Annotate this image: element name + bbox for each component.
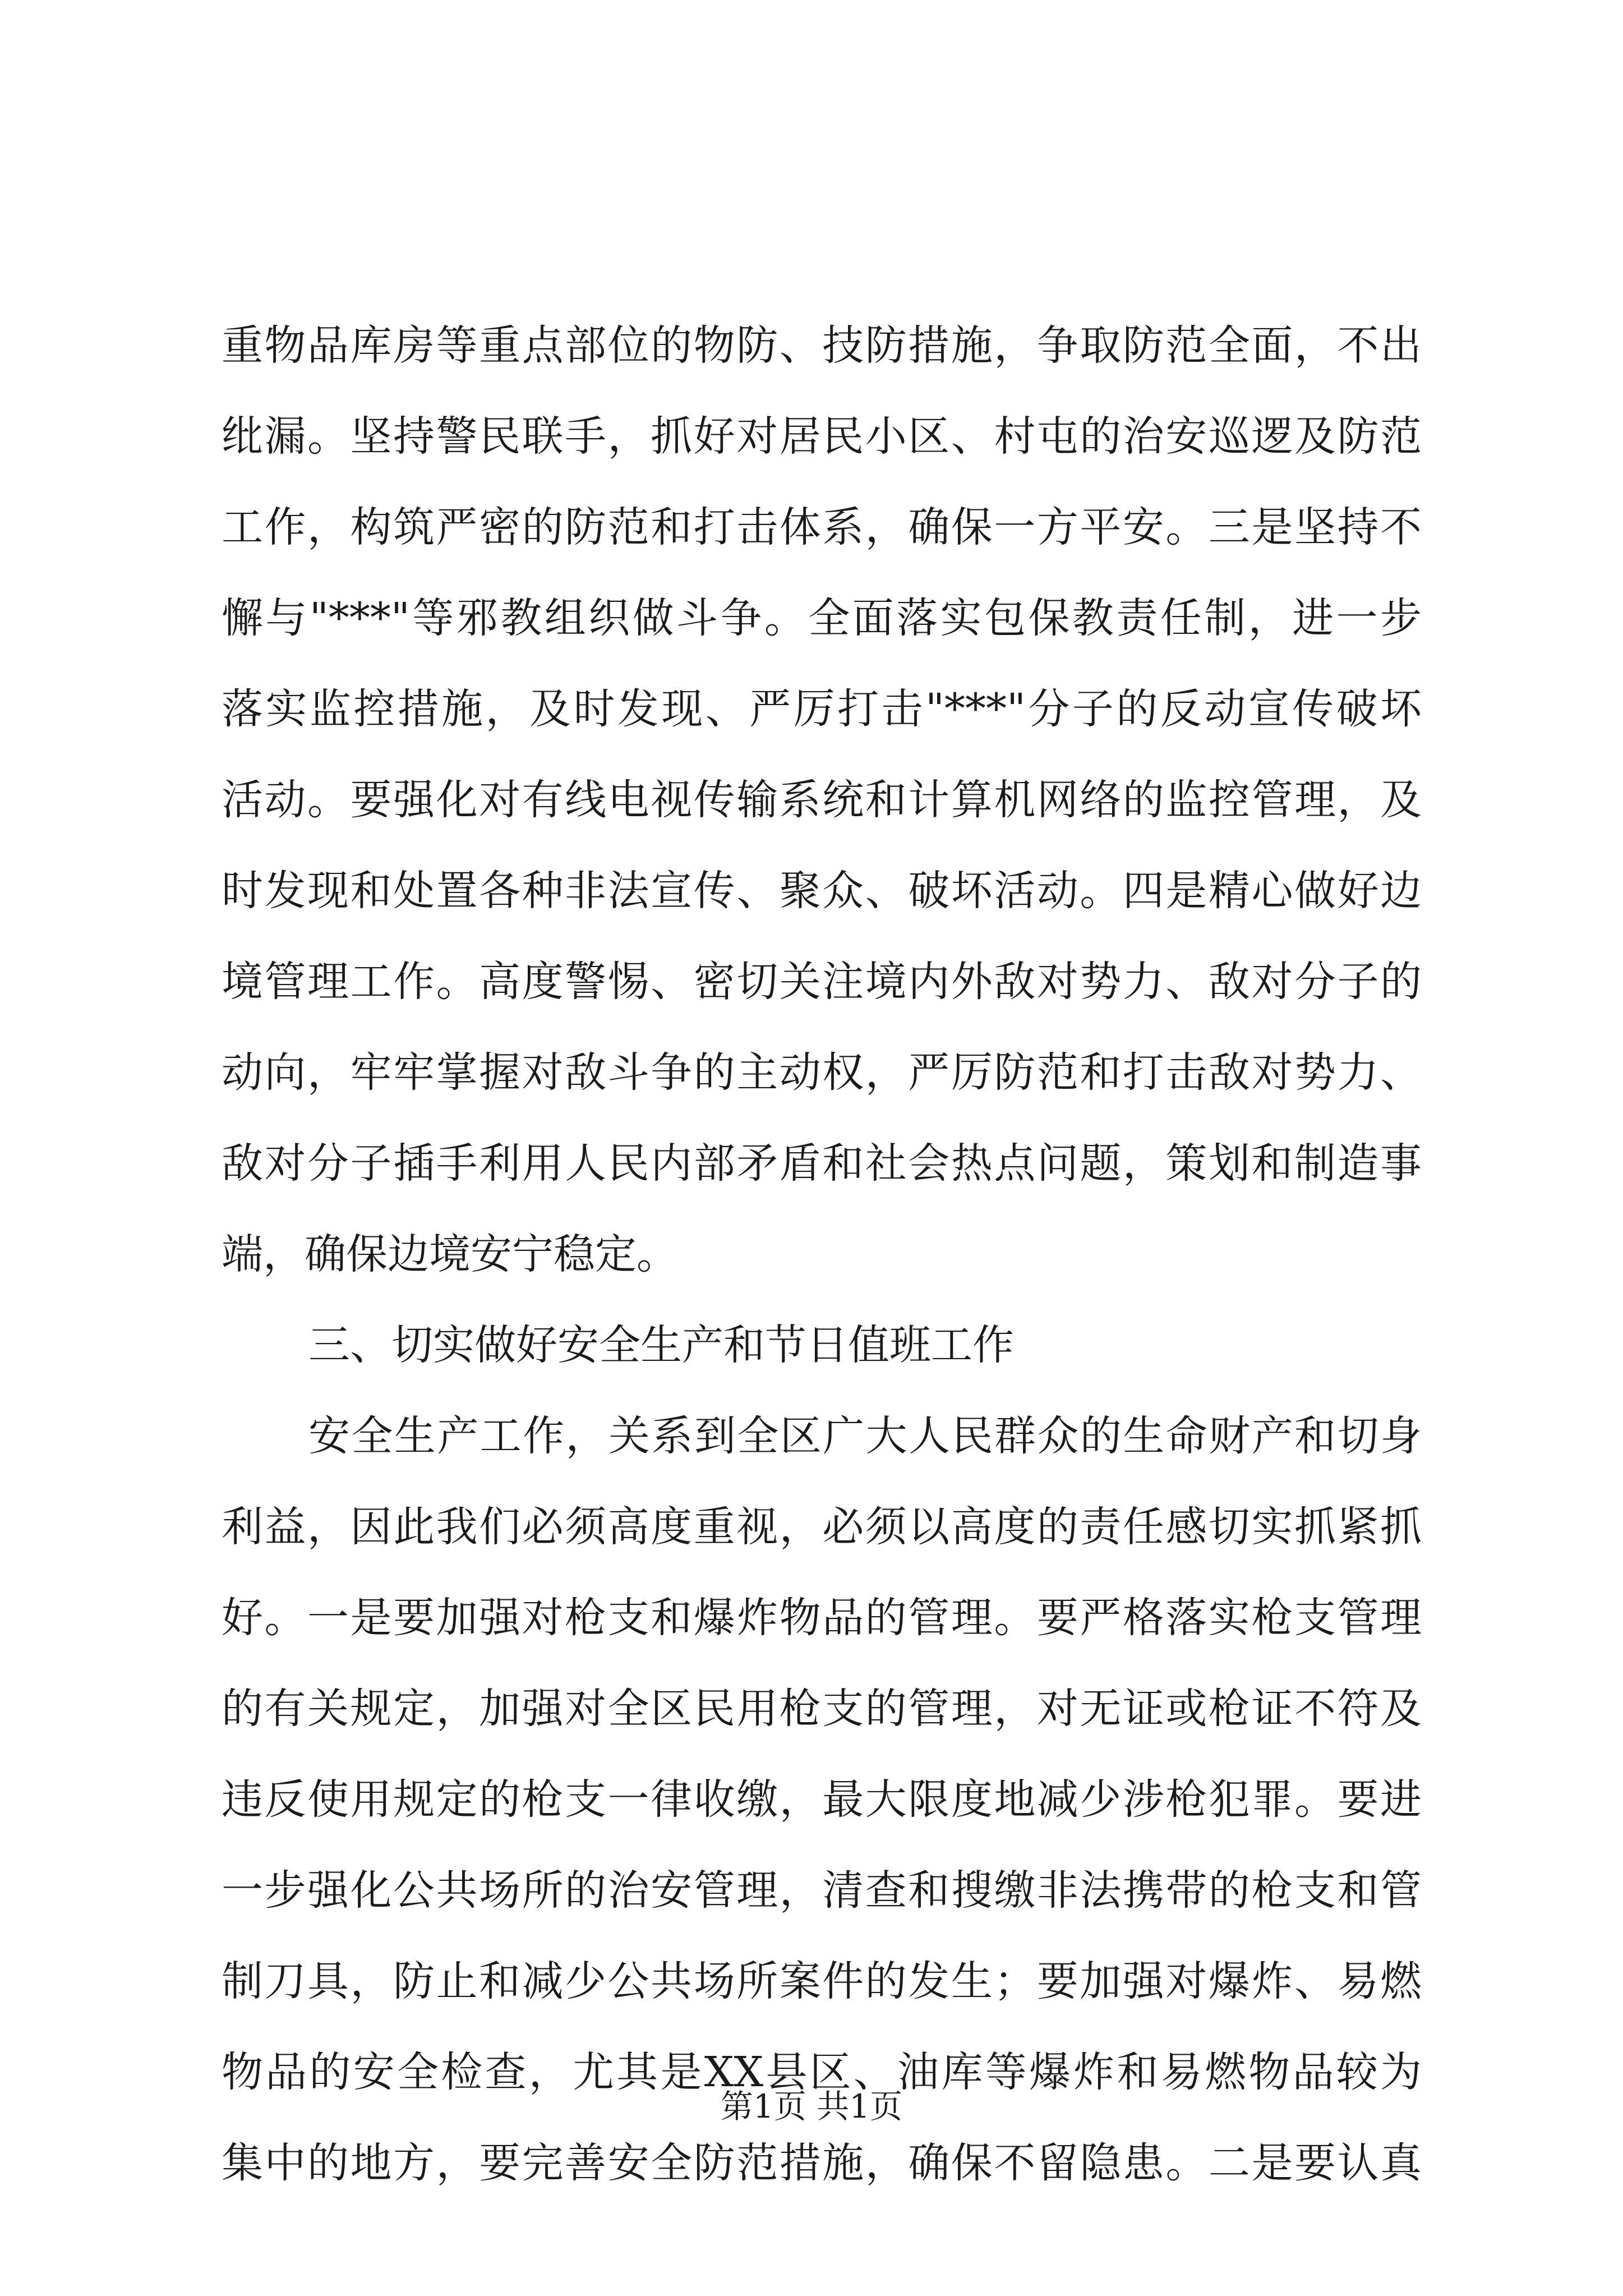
text-line: 制刀具，防止和减少公共场所案件的发生；要加强对爆炸、易燃 — [222, 1957, 1422, 2005]
body-text — [222, 300, 1422, 2208]
text-line: 境管理工作。高度警惕、密切关注境内外敌对势力、敌对分子的 — [222, 958, 1422, 1006]
text-line: 端，确保边境安宁稳定。 — [222, 1230, 678, 1278]
text-line: 纰漏。坚持警民联手，抓好对居民小区、村屯的治安巡逻及防范 — [222, 412, 1422, 461]
text-line: 工作，构筑严密的防范和打击体系，确保一方平安。三是坚持不 — [222, 503, 1422, 551]
text-line: 利益，因此我们必须高度重视，必须以高度的责任感切实抓紧抓 — [222, 1503, 1422, 1551]
text-line: 好。一是要加强对枪支和爆炸物品的管理。要严格落实枪支管理 — [222, 1594, 1422, 1642]
text-line: 一步强化公共场所的治安管理，清查和搜缴非法携带的枪支和管 — [222, 1866, 1422, 1915]
text-line: 时发现和处置各种非法宣传、聚众、破坏活动。四是精心做好边 — [222, 867, 1422, 915]
text-line: 落实监控措施，及时发现、严厉打击"***"分子的反动宣传破坏 — [222, 685, 1422, 733]
text-line: 敌对分子插手利用人民内部矛盾和社会热点问题，策划和制造事 — [222, 1139, 1422, 1188]
text-line: 物品的安全检查，尤其是XX县区、油库等爆炸和易燃物品较为 — [222, 2048, 1422, 2096]
text-line: 活动。要强化对有线电视传输系统和计算机网络的监控管理，及 — [222, 776, 1422, 824]
text-line: 违反使用规定的枪支一律收缴，最大限度地减少涉枪犯罪。要进 — [222, 1775, 1422, 1824]
section-heading: 三、切实做好安全生产和节日值班工作 — [308, 1321, 1014, 1369]
text-line: 重物品库房等重点部位的物防、技防措施，争取防范全面，不出 — [222, 321, 1422, 370]
page-footer: 第1页 共1页 — [720, 2087, 903, 2125]
text-line: 集中的地方，要完善安全防范措施，确保不留隐患。二是要认真 — [222, 2139, 1422, 2187]
text-line: 安全生产工作，关系到全区广大人民群众的生命财产和切身 — [308, 1412, 1422, 1460]
text-line: 懈与"***"等邪教组织做斗争。全面落实包保教责任制，进一步 — [222, 594, 1422, 642]
text-line: 动向，牢牢掌握对敌斗争的主动权，严厉防范和打击敌对势力、 — [222, 1048, 1422, 1097]
text-line: 的有关规定，加强对全区民用枪支的管理，对无证或枪证不符及 — [222, 1685, 1422, 1733]
